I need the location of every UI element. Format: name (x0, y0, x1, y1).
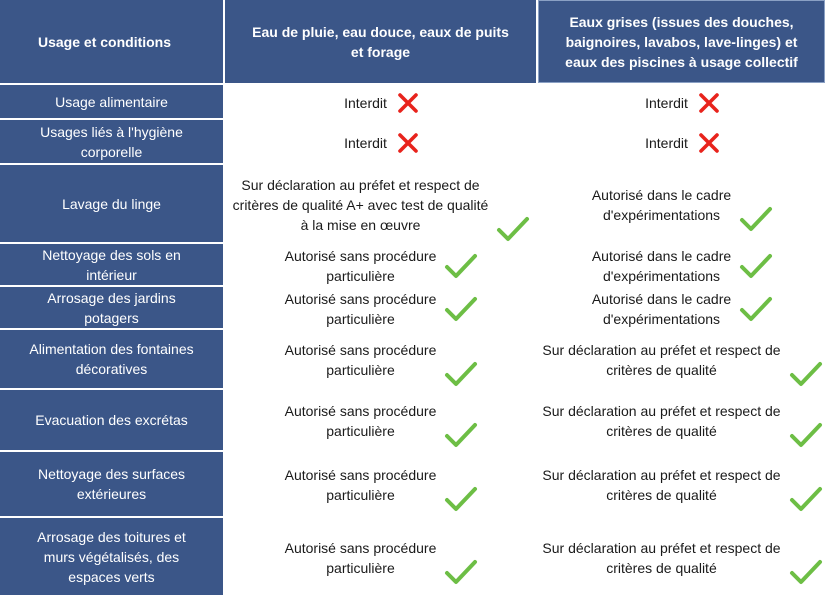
cell-text: critères de qualité (606, 423, 717, 439)
row-label (0, 85, 225, 120)
cell-text: Interdit (645, 134, 688, 151)
table-cell (225, 244, 538, 287)
row-label-line: Usage alimentaire (55, 93, 168, 110)
cross-icon (397, 132, 419, 154)
row-label (0, 165, 225, 244)
header-line: et forage (350, 43, 411, 60)
check-icon (789, 558, 823, 586)
check-icon (739, 205, 773, 233)
table-cell (225, 85, 538, 120)
table-cell (538, 452, 827, 518)
cell-text: Sur déclaration au préfet et respect de (542, 342, 781, 358)
cell-text: Sur déclaration au préfet et respect de (542, 539, 781, 556)
header-line: baignoires, lavabos, lave-linges) et (565, 33, 798, 50)
table-cell (225, 287, 538, 330)
cell-text: à la mise en œuvre (300, 216, 421, 233)
table-cell (225, 165, 538, 244)
cell-text: Autorisé dans le cadre (591, 290, 732, 307)
cell-text: Interdit (645, 94, 688, 111)
cell-text: Interdit (344, 134, 387, 151)
row-label-line: intérieur (86, 266, 137, 283)
row-label-line: Arrosage des jardins (47, 289, 176, 306)
header-line: eaux des piscines à usage collectif (565, 53, 798, 70)
row-label-line: extérieures (76, 486, 147, 502)
table-cell (538, 120, 827, 165)
row-label-line: murs végétalisés, des (43, 548, 180, 565)
check-icon (444, 558, 478, 586)
table-cell (538, 165, 827, 244)
check-icon (444, 252, 478, 280)
row-label (0, 452, 225, 518)
cell-text: particulière (326, 559, 395, 576)
cell-text: particulière (326, 267, 395, 284)
check-icon (739, 252, 773, 280)
cell-text: critères de qualité A+ avec test de qualité (232, 196, 489, 213)
header-rain-fresh-well-water (225, 0, 538, 85)
cross-icon (698, 92, 720, 114)
check-icon (739, 295, 773, 323)
row-label (0, 244, 225, 287)
table-cell (538, 390, 827, 452)
table-cell (225, 390, 538, 452)
check-icon (444, 421, 478, 449)
check-icon (496, 215, 530, 243)
cell-text: Autorisé sans procédure (284, 342, 437, 358)
cell-text: d'expérimentations (602, 206, 721, 223)
row-label-line: Alimentation des fontaines (29, 341, 194, 357)
cell-text: critères de qualité (606, 362, 717, 378)
cell-text: d'expérimentations (602, 267, 721, 284)
check-icon (444, 360, 478, 388)
row-label-line: potagers (84, 309, 139, 326)
cross-icon (698, 132, 720, 154)
row-label-line: Lavage du linge (62, 195, 161, 212)
row-label-line: espaces verts (68, 568, 155, 585)
cell-text: particulière (326, 310, 395, 327)
cell-text: Sur déclaration au préfet et respect de (241, 176, 480, 193)
cell-text: Autorisé dans le cadre (591, 186, 732, 203)
row-label-line: Arrosage des toitures et (37, 528, 186, 545)
cell-text: d'expérimentations (602, 310, 721, 327)
cell-text: critères de qualité (606, 559, 717, 576)
cell-text: Autorisé sans procédure (284, 403, 437, 419)
table-cell (225, 330, 538, 390)
table-cell (538, 330, 827, 390)
row-label (0, 518, 225, 597)
cell-text: Autorisé sans procédure (284, 467, 437, 483)
table-cell (225, 518, 538, 597)
cell-text: critères de qualité (606, 487, 717, 503)
row-label (0, 330, 225, 390)
cell-text: Interdit (344, 94, 387, 111)
cross-icon (397, 92, 419, 114)
cell-text: particulière (326, 487, 395, 503)
cell-text: Autorisé sans procédure (284, 290, 437, 307)
row-label-line: corporelle (80, 143, 143, 160)
header-usage-conditions: Usage et conditions (0, 0, 225, 85)
table-cell (225, 452, 538, 518)
cell-text: Autorisé sans procédure (284, 539, 437, 556)
check-icon (789, 485, 823, 513)
row-label (0, 390, 225, 452)
table-cell (538, 244, 827, 287)
header-line: Eau de pluie, eau douce, eaux de puits (252, 23, 509, 40)
cell-text: Sur déclaration au préfet et respect de (542, 403, 781, 419)
cell-text: particulière (326, 423, 395, 439)
check-icon (444, 485, 478, 513)
cell-text: particulière (326, 362, 395, 378)
row-label (0, 120, 225, 165)
row-label-line: Nettoyage des surfaces (37, 466, 186, 482)
row-label-line: décoratives (75, 361, 148, 377)
row-label-line: Evacuation des excrétas (35, 412, 188, 428)
row-label (0, 287, 225, 330)
check-icon (789, 421, 823, 449)
table-cell (538, 518, 827, 597)
check-icon (444, 295, 478, 323)
header-line: Eaux grises (issues des douches, (569, 13, 794, 30)
table-cell (225, 120, 538, 165)
cell-text: Sur déclaration au préfet et respect de (542, 467, 781, 483)
header-grey-water-pools (538, 0, 827, 85)
check-icon (789, 360, 823, 388)
table-cell (538, 287, 827, 330)
row-label-line: Usages liés à l'hygiène (40, 123, 183, 140)
row-label-line: Nettoyage des sols en (42, 246, 181, 263)
cell-text: Autorisé sans procédure (284, 247, 437, 264)
cell-text: Autorisé dans le cadre (591, 247, 732, 264)
table-cell (538, 85, 827, 120)
